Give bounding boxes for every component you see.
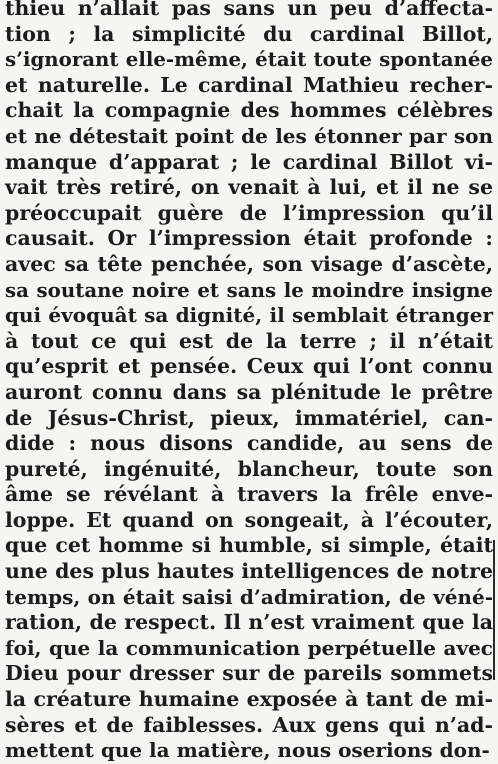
text-line: et naturelle. Le cardinal Mathieu recher-: [5, 72, 493, 97]
text-line: loppe. Et quand on songeait, à l’écouter,: [5, 507, 493, 532]
text-line: de Jésus-Christ, pieux, immatériel, can-: [5, 405, 493, 430]
text-line: sa soutane noire et sans le moindre insigne: [5, 277, 493, 302]
text-line: auront connu dans sa plénitude le prêtre: [5, 379, 493, 404]
article-column: [5, 0, 493, 764]
column-rule: [493, 540, 495, 680]
text-line: préoccupait guère de l’impression qu’il: [5, 200, 493, 225]
text-line: âme se révélant à travers la frêle enve-: [5, 482, 493, 507]
text-line: chait la compagnie des hommes célèbres: [5, 98, 493, 123]
text-line: thieu n’allait pas sans un peu d’affecta-: [5, 0, 493, 20]
text-line: tion ; la simplicité du cardinal Billot,: [5, 21, 493, 46]
text-line: avec sa tête penchée, son visage d’ascète,: [5, 251, 493, 276]
text-line: pureté, ingénuité, blancheur, toute son: [5, 456, 493, 481]
text-line: s’ignorant elle-même, était toute spontanée: [5, 47, 493, 72]
text-line: et ne détestait point de les étonner par son: [5, 123, 493, 148]
text-line: Dieu pour dresser sur de pareils sommets: [5, 661, 493, 686]
text-line: foi, que la communication perpétuelle avec: [5, 635, 493, 660]
text-line: sères et de faiblesses. Aux gens qui n’ad-: [5, 712, 493, 737]
text-line: à tout ce qui est de la terre ; il n’était: [5, 328, 493, 353]
text-line: qu’esprit et pensée. Ceux qui l’ont connu: [5, 354, 493, 379]
text-line: mettent que la matière, nous oserions don-: [5, 738, 490, 763]
text-line: dide : nous disons candide, au sens de: [5, 431, 493, 456]
text-line: causait. Or l’impression était profonde :: [5, 226, 493, 251]
text-line: vait très retiré, on venait à lui, et il ne se: [5, 175, 493, 200]
text-line: temps, on était saisi d’admiration, de véné-: [5, 584, 493, 609]
text-line: la créature humaine exposée à tant de mi-: [5, 687, 493, 712]
text-line: que cet homme si humble, si simple, était: [5, 533, 493, 558]
text-line: une des plus hautes intelligences de notre: [5, 559, 493, 584]
text-line: manque d’apparat ; le cardinal Billot vi-: [5, 149, 493, 174]
text-line: ration, de respect. Il n’est vraiment que la: [5, 610, 493, 635]
text-line: qui évoquât sa dignité, il semblait étranger: [5, 303, 493, 328]
